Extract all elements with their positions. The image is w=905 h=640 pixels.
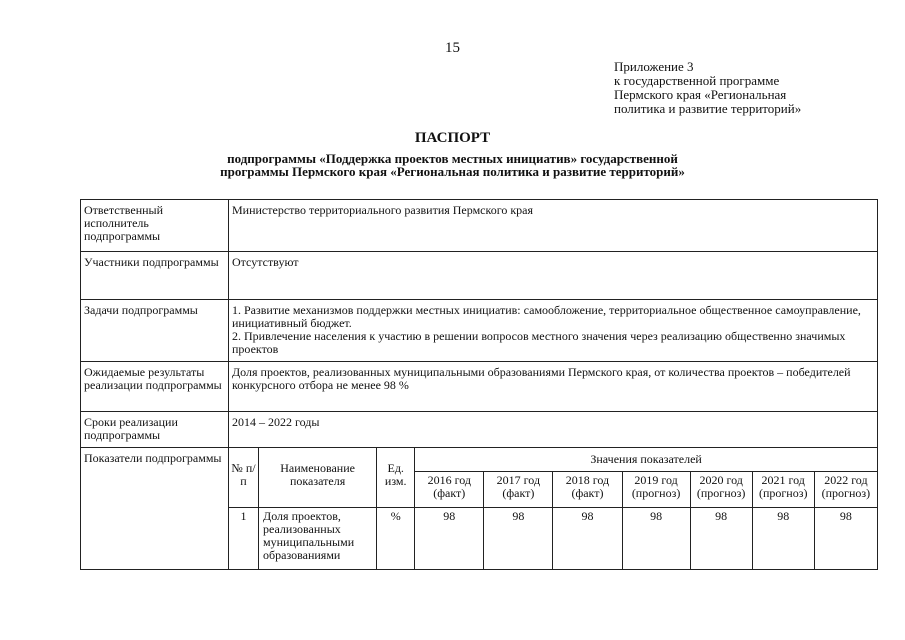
row-label: Показатели подпрограммы xyxy=(81,448,229,570)
task-item: 1. Развитие механизмов поддержки местных инициатив: самообложение, территориальное общественное самоуправление, инициативный бюджет. xyxy=(232,303,861,330)
header-name: Наименование показателя xyxy=(259,448,377,508)
subtitle-line: программы Пермского края «Региональная политика и развитие территорий» xyxy=(220,164,685,179)
year-header xyxy=(484,472,553,508)
year-label: 2019 год xyxy=(634,473,678,487)
indicators-cell xyxy=(229,448,878,570)
passport-row xyxy=(81,448,878,570)
row-label: Участники подпрограммы xyxy=(81,252,229,300)
indicator-value: 98 xyxy=(553,508,622,570)
row-label: Сроки реализации подпрограммы xyxy=(81,412,229,448)
year-header xyxy=(752,472,814,508)
task-item: 2. Привлечение населения к участию в решении вопросов местного значения через реализацию общественно значимых проектов xyxy=(232,329,846,356)
passport-row xyxy=(81,412,878,448)
header-num: № п/п xyxy=(229,448,259,508)
year-header xyxy=(622,472,690,508)
indicator-value: 98 xyxy=(484,508,553,570)
appendix-line: к государственной программе xyxy=(614,73,780,88)
year-kind: (прогноз) xyxy=(758,486,808,500)
indicator-value: 98 xyxy=(415,508,484,570)
indicator-value: 98 xyxy=(622,508,690,570)
passport-row xyxy=(81,252,878,300)
appendix-line: Приложение 3 xyxy=(614,59,694,74)
row-value: Доля проектов, реализованных муниципальными образованиями Пермского края, от количества проектов – победителей конкурсного отбора не менее 98 % xyxy=(229,362,878,412)
year-kind: (факт) xyxy=(433,486,466,500)
year-label: 2018 год xyxy=(565,473,610,487)
document-subtitle xyxy=(0,152,905,178)
row-num: 1 xyxy=(229,508,259,570)
year-label: 2017 год xyxy=(496,473,541,487)
row-value xyxy=(229,300,878,362)
year-kind: (прогноз) xyxy=(696,486,746,500)
year-label: 2016 год xyxy=(427,473,471,487)
passport-row xyxy=(81,362,878,412)
passport-row xyxy=(81,300,878,362)
year-label: 2022 год xyxy=(824,473,868,487)
indicator-name: Доля проектов, реализованных муниципальными образованиями xyxy=(259,508,377,570)
row-label: Ожидаемые результаты реализации подпрограммы xyxy=(81,362,229,412)
page-number: 15 xyxy=(445,40,460,56)
year-label: 2020 год xyxy=(699,473,743,487)
year-kind: (факт) xyxy=(571,486,604,500)
indicator-value: 98 xyxy=(752,508,814,570)
passport-table xyxy=(80,199,878,570)
row-value: Отсутствуют xyxy=(229,252,878,300)
row-value: Министерство территориального развития Пермского края xyxy=(229,200,878,252)
row-value: 2014 – 2022 годы xyxy=(229,412,878,448)
subtitle-line: подпрограммы «Поддержка проектов местных инициатив» государственной xyxy=(227,151,678,166)
year-kind: (прогноз) xyxy=(821,486,871,500)
year-kind: (факт) xyxy=(502,486,535,500)
document-title: ПАСПОРТ xyxy=(414,130,491,146)
passport-row xyxy=(81,200,878,252)
table-row xyxy=(229,508,878,570)
row-label: Задачи подпрограммы xyxy=(81,300,229,362)
year-header xyxy=(553,472,622,508)
year-header xyxy=(690,472,752,508)
indicator-value: 98 xyxy=(690,508,752,570)
indicator-unit: % xyxy=(377,508,415,570)
year-label: 2021 год xyxy=(761,473,805,487)
appendix-line: политика и развитие территорий» xyxy=(614,101,802,116)
indicators-table xyxy=(228,447,878,570)
year-kind: (прогноз) xyxy=(631,486,681,500)
indicator-value: 98 xyxy=(814,508,877,570)
year-header xyxy=(814,472,877,508)
row-label: Ответственный исполнитель подпрограммы xyxy=(81,200,229,252)
header-unit: Ед. изм. xyxy=(377,448,415,508)
appendix-line: Пермского края «Региональная xyxy=(614,87,787,102)
header-values: Значения показателей xyxy=(415,448,878,472)
appendix-note xyxy=(614,60,801,116)
year-header xyxy=(415,472,484,508)
